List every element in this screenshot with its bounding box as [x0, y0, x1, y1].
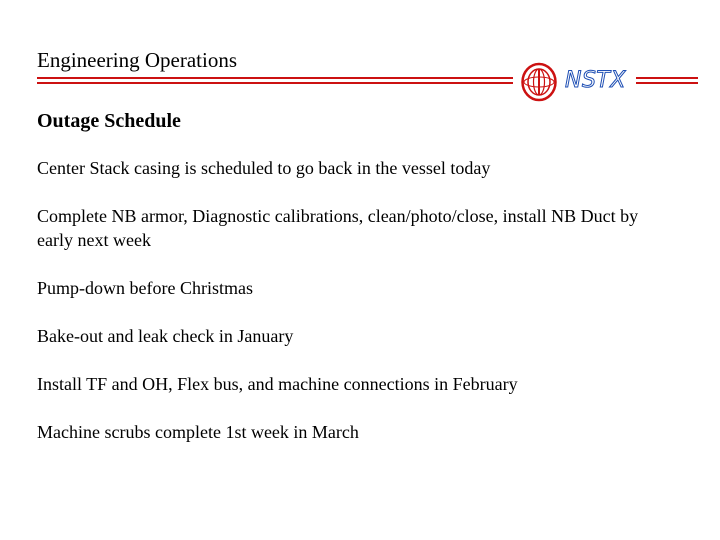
nstx-logo	[519, 61, 631, 103]
header-rule-left-bottom	[37, 82, 513, 84]
header-rule-right-bottom	[636, 82, 698, 84]
schedule-item: Machine scrubs complete 1st week in March	[37, 422, 359, 442]
schedule-item: Complete NB armor, Diagnostic calibrations, clean/photo/close, install NB Duct by early next week	[37, 206, 639, 250]
schedule-item: Bake-out and leak check in January	[37, 326, 294, 346]
slide-content	[37, 108, 697, 468]
schedule-item: Center Stack casing is scheduled to go back in the vessel today	[37, 158, 491, 178]
schedule-item: Install TF and OH, Flex bus, and machine connections in February	[37, 374, 518, 394]
section-title: Outage Schedule	[37, 110, 181, 132]
schedule-item: Pump-down before Christmas	[37, 278, 253, 298]
schedule-list	[37, 156, 697, 444]
header-title: Engineering Operations	[37, 48, 238, 72]
header-rule-left-top	[37, 77, 513, 79]
header-rule-right-top	[636, 77, 698, 79]
nstx-logo-text: NSTX	[565, 68, 626, 93]
nstx-emblem-icon	[519, 61, 559, 103]
